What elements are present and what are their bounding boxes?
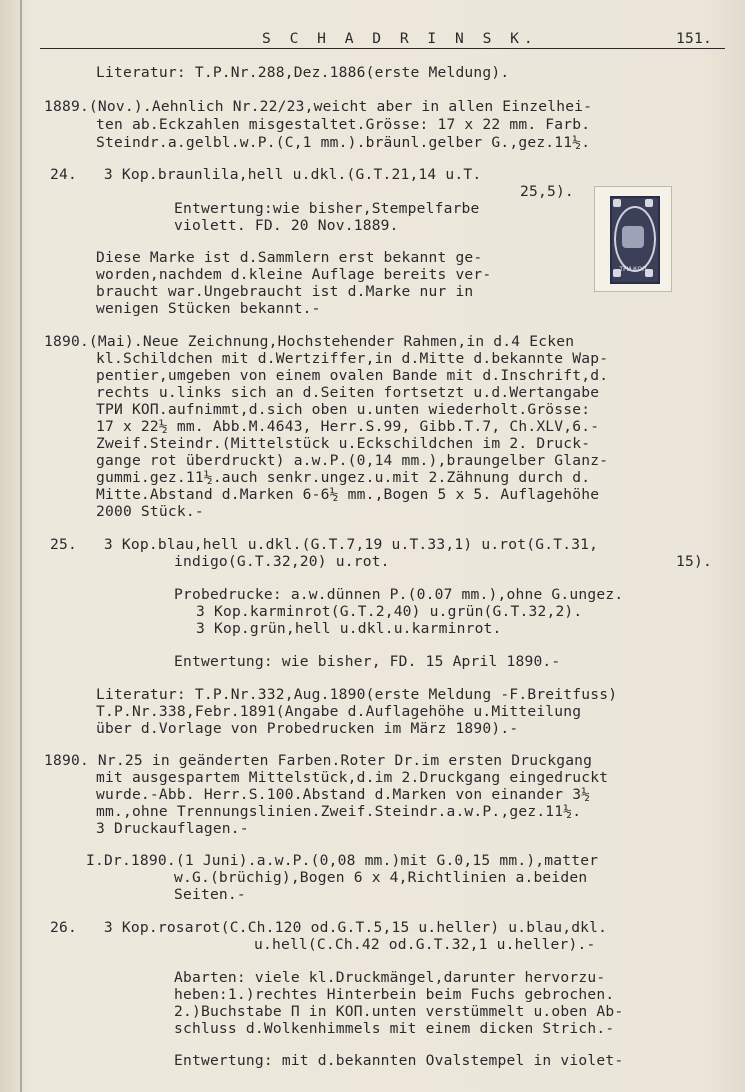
- stamp-inscription: ТРИ КОП: [619, 266, 647, 273]
- text-line: ten ab.Eckzahlen misgestaltet.Grösse: 17 x 22 mm. Farb.: [96, 116, 591, 133]
- text-line: 3 Kop.karminrot(G.T.2,40) u.grün(G.T.32,2).: [196, 603, 583, 620]
- text-line: 3 Kop.grün,hell u.dkl.u.karminrot.: [196, 620, 502, 637]
- text-line: 1890. Nr.25 in geänderten Farben.Roter Dr.im ersten Druckgang: [44, 752, 593, 769]
- text-line: 3 Druckauflagen.-: [96, 820, 249, 837]
- text-line: Probedrucke: a.w.dünnen P.(0.07 mm.),ohne G.ungez.: [174, 586, 624, 603]
- text-line: gange rot überdruckt) a.w.P.(0,14 mm.),braungelber Glanz-: [96, 452, 609, 469]
- text-line: I.Dr.1890.(1 Juni).a.w.P.(0,08 mm.)mit G.0,15 mm.),matter: [86, 852, 599, 869]
- text-line: 25,5).: [520, 183, 574, 200]
- text-line: Entwertung: mit d.bekannten Ovalstempel in violet-: [174, 1052, 624, 1069]
- text-line: Literatur: T.P.Nr.288,Dez.1886(erste Meldung).: [96, 64, 510, 81]
- text-line: T.P.Nr.338,Febr.1891(Angabe d.Auflagehöhe u.Mitteilung: [96, 703, 582, 720]
- catalog-entry-24: 24. 3 Kop.braunlila,hell u.dkl.(G.T.21,14 u.T.: [50, 166, 482, 183]
- text-line: 2000 Stück.-: [96, 503, 204, 520]
- page-binding-edge: [20, 0, 22, 1092]
- text-line: heben:1.)rechtes Hinterbein beim Fuchs gebrochen.: [174, 986, 615, 1003]
- catalog-entry-25: 25. 3 Kop.blau,hell u.dkl.(G.T.7,19 u.T.33,1) u.rot(G.T.31,: [50, 536, 599, 553]
- stamp-corner-tl: [613, 199, 621, 207]
- text-line: Literatur: T.P.Nr.332,Aug.1890(erste Meldung -F.Breitfuss): [96, 686, 618, 703]
- text-line: 1890.(Mai).Neue Zeichnung,Hochstehender Rahmen,in d.4 Ecken: [44, 333, 575, 350]
- text-line: pentier,umgeben von einem ovalen Bande mit d.Inschrift,d.: [96, 367, 609, 384]
- text-line: ТРИ КОП.aufnimmt,d.sich oben u.unten wiederholt.Grösse:: [96, 401, 591, 418]
- text-line: Zweif.Steindr.(Mittelstück u.Eckschildchen im 2. Druck-: [96, 435, 591, 452]
- page-number: 151.: [676, 30, 712, 47]
- text-line: 1889.(Nov.).Aehnlich Nr.22/23,weicht aber in allen Einzelhei-: [44, 98, 593, 115]
- catalog-entry-26: 26. 3 Kop.rosarot(C.Ch.120 od.G.T.5,15 u.heller) u.blau,dkl.: [50, 919, 608, 936]
- text-line: 2.)Buchstabe П in КОП.unten verstümmelt u.oben Ab-: [174, 1003, 624, 1020]
- header-rule: [40, 48, 725, 49]
- text-line: u.hell(C.Ch.42 od.G.T.32,1 u.heller).-: [254, 936, 596, 953]
- text-line: gummi.gez.11½.auch senkr.ungez.u.mit 2.Zähnung durch d.: [96, 469, 591, 486]
- text-line: Steindr.a.gelbl.w.P.(C,1 mm.).bräunl.gelber G.,gez.11½.: [96, 134, 591, 151]
- text-line: w.G.(brüchig),Bogen 6 x 4,Richtlinien a.beiden: [174, 869, 588, 886]
- text-line: wurde.-Abb. Herr.S.100.Abstand d.Marken von einander 3½: [96, 786, 591, 803]
- text-line: mit ausgespartem Mittelstück,d.im 2.Druckgang eingedruckt: [96, 769, 609, 786]
- text-line: Entwertung: wie bisher, FD. 15 April 1890.-: [174, 653, 561, 670]
- text-line: kl.Schildchen mit d.Wertziffer,in d.Mitte d.bekannte Wap-: [96, 350, 609, 367]
- text-line: mm.,ohne Trennungslinien.Zweif.Steindr.a.w.P.,gez.11½.: [96, 803, 582, 820]
- running-header-title: S C H A D R I N S K.: [262, 30, 538, 47]
- text-line: schluss d.Wolkenhimmels mit einem dicken Strich.-: [174, 1020, 615, 1037]
- text-line: rechts u.links sich an d.Seiten fortsetzt u.d.Wertangabe: [96, 384, 600, 401]
- text-line: 15).: [676, 553, 712, 570]
- text-line: Diese Marke ist d.Sammlern erst bekannt ge-: [96, 249, 483, 266]
- text-line: worden,nachdem d.kleine Auflage bereits ver-: [96, 266, 492, 283]
- text-line: Entwertung:wie bisher,Stempelfarbe: [174, 200, 480, 217]
- text-line: 17 x 22½ mm. Abb.M.4643, Herr.S.99, Gibb.T.7, Ch.XLV,6.-: [96, 418, 600, 435]
- text-line: indigo(G.T.32,20) u.rot.: [174, 553, 390, 570]
- stamp-center-emblem: [622, 226, 644, 248]
- stamp-corner-tr: [645, 199, 653, 207]
- text-line: Mitte.Abstand d.Marken 6-6½ mm.,Bogen 5 x 5. Auflagehöhe: [96, 486, 600, 503]
- text-line: wenigen Stücken bekannt.-: [96, 300, 321, 317]
- text-line: Abarten: viele kl.Druckmängel,darunter hervorzu-: [174, 969, 606, 986]
- text-line: violett. FD. 20 Nov.1889.: [174, 217, 399, 234]
- text-line: braucht war.Ungebraucht ist d.Marke nur in: [96, 283, 474, 300]
- text-line: Seiten.-: [174, 886, 246, 903]
- text-line: über d.Vorlage von Probedrucken im März 1890).-: [96, 720, 519, 737]
